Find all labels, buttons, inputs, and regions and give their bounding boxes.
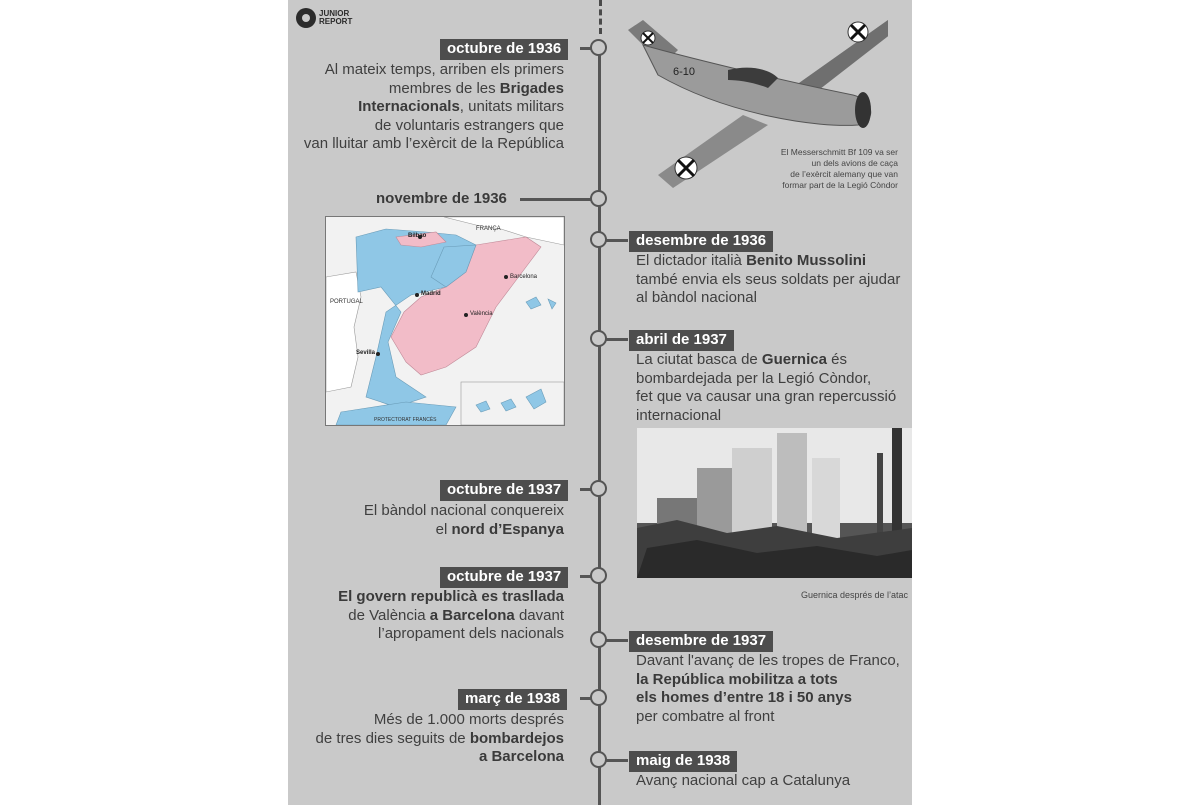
map-label-portugal: PORTUGAL — [330, 299, 363, 305]
event-description: El bàndol nacional conquereix el nord d’Espanya — [363, 502, 564, 538]
event-description: Davant l'avanç de les tropes de Franco, la República mobilitza a tots els homes d’entre 18 i 50 anys per combatre al front — [636, 652, 900, 725]
event-connector — [606, 759, 628, 762]
map-label-france: FRANÇA — [476, 226, 501, 232]
junior-report-logo — [296, 8, 352, 28]
event-date-label: octubre de 1936 — [440, 39, 568, 60]
map-label-sevilla: Sevilla — [356, 350, 376, 356]
timeline-panel — [288, 0, 912, 805]
event-description: La ciutat basca de Guernica és bombardejada per la Legió Còndor, fet que va causar una gran repercussió internacional — [636, 351, 897, 424]
spain-map — [325, 216, 565, 426]
event-description: El govern republicà es trasllada de València a Barcelona davant l’apropament dels nacionals — [338, 588, 564, 642]
map-label-madrid: Madrid — [421, 291, 441, 297]
event-description: Al mateix temps, arriben els primers membres de les Brigades Internacionals, unitats militars de voluntaris estrangers que van lluitar amb l’exèrcit de la República — [303, 61, 564, 152]
event-date-label: novembre de 1936 — [376, 190, 507, 207]
timeline-node — [590, 689, 607, 706]
event-date-label: maig de 1938 — [629, 751, 737, 772]
timeline-node — [590, 567, 607, 584]
timeline-node — [590, 480, 607, 497]
event-connector — [606, 338, 628, 341]
logo-line1: JUNIOR — [319, 9, 350, 18]
event-date-label: abril de 1937 — [629, 330, 734, 351]
timeline-node — [590, 751, 607, 768]
timeline-node — [590, 330, 607, 347]
logo-line2: REPORT — [319, 17, 353, 26]
event-description: Més de 1.000 morts després de tres dies seguits de bombardejos a Barcelona — [315, 711, 564, 765]
map-label-barcelona: Barcelona — [510, 274, 538, 280]
event-date-label: octubre de 1937 — [440, 480, 568, 501]
event-date-label: desembre de 1936 — [629, 231, 773, 252]
plane-caption: El Messerschmitt Bf 109 va ser un dels avions de caça de l’exèrcit alemany que van formar part de la Legió Còndor — [780, 147, 898, 190]
timeline-axis-dashed-top — [599, 0, 602, 34]
photo-caption: Guernica després de l’atac — [800, 590, 908, 600]
event-connector — [606, 639, 628, 642]
guernica-ruins-graphic — [637, 428, 912, 578]
event-connector — [520, 198, 592, 201]
event-date-label: desembre de 1937 — [629, 631, 773, 652]
map-label-valencia: València — [470, 311, 493, 317]
event-description: El dictador italià Benito Mussolini també envia els seus soldats per ajudar al bàndol nacional — [636, 252, 901, 306]
timeline-node — [590, 190, 607, 207]
event-description: Avanç nacional cap a Catalunya — [636, 772, 851, 789]
event-connector — [606, 239, 628, 242]
plane-marking: 6-10 — [673, 66, 696, 78]
spain-map-graphic — [326, 217, 564, 425]
timeline-node — [590, 631, 607, 648]
event-date-label: octubre de 1937 — [440, 567, 568, 588]
timeline-node — [590, 39, 607, 56]
logo-icon — [296, 8, 316, 28]
guernica-photo — [637, 428, 912, 578]
map-label-bilbao: Bilbao — [408, 233, 427, 239]
timeline-node — [590, 231, 607, 248]
event-date-label: març de 1938 — [458, 689, 567, 710]
map-label-protectorat: PROTECTORAT FRANCÈS — [374, 417, 437, 423]
